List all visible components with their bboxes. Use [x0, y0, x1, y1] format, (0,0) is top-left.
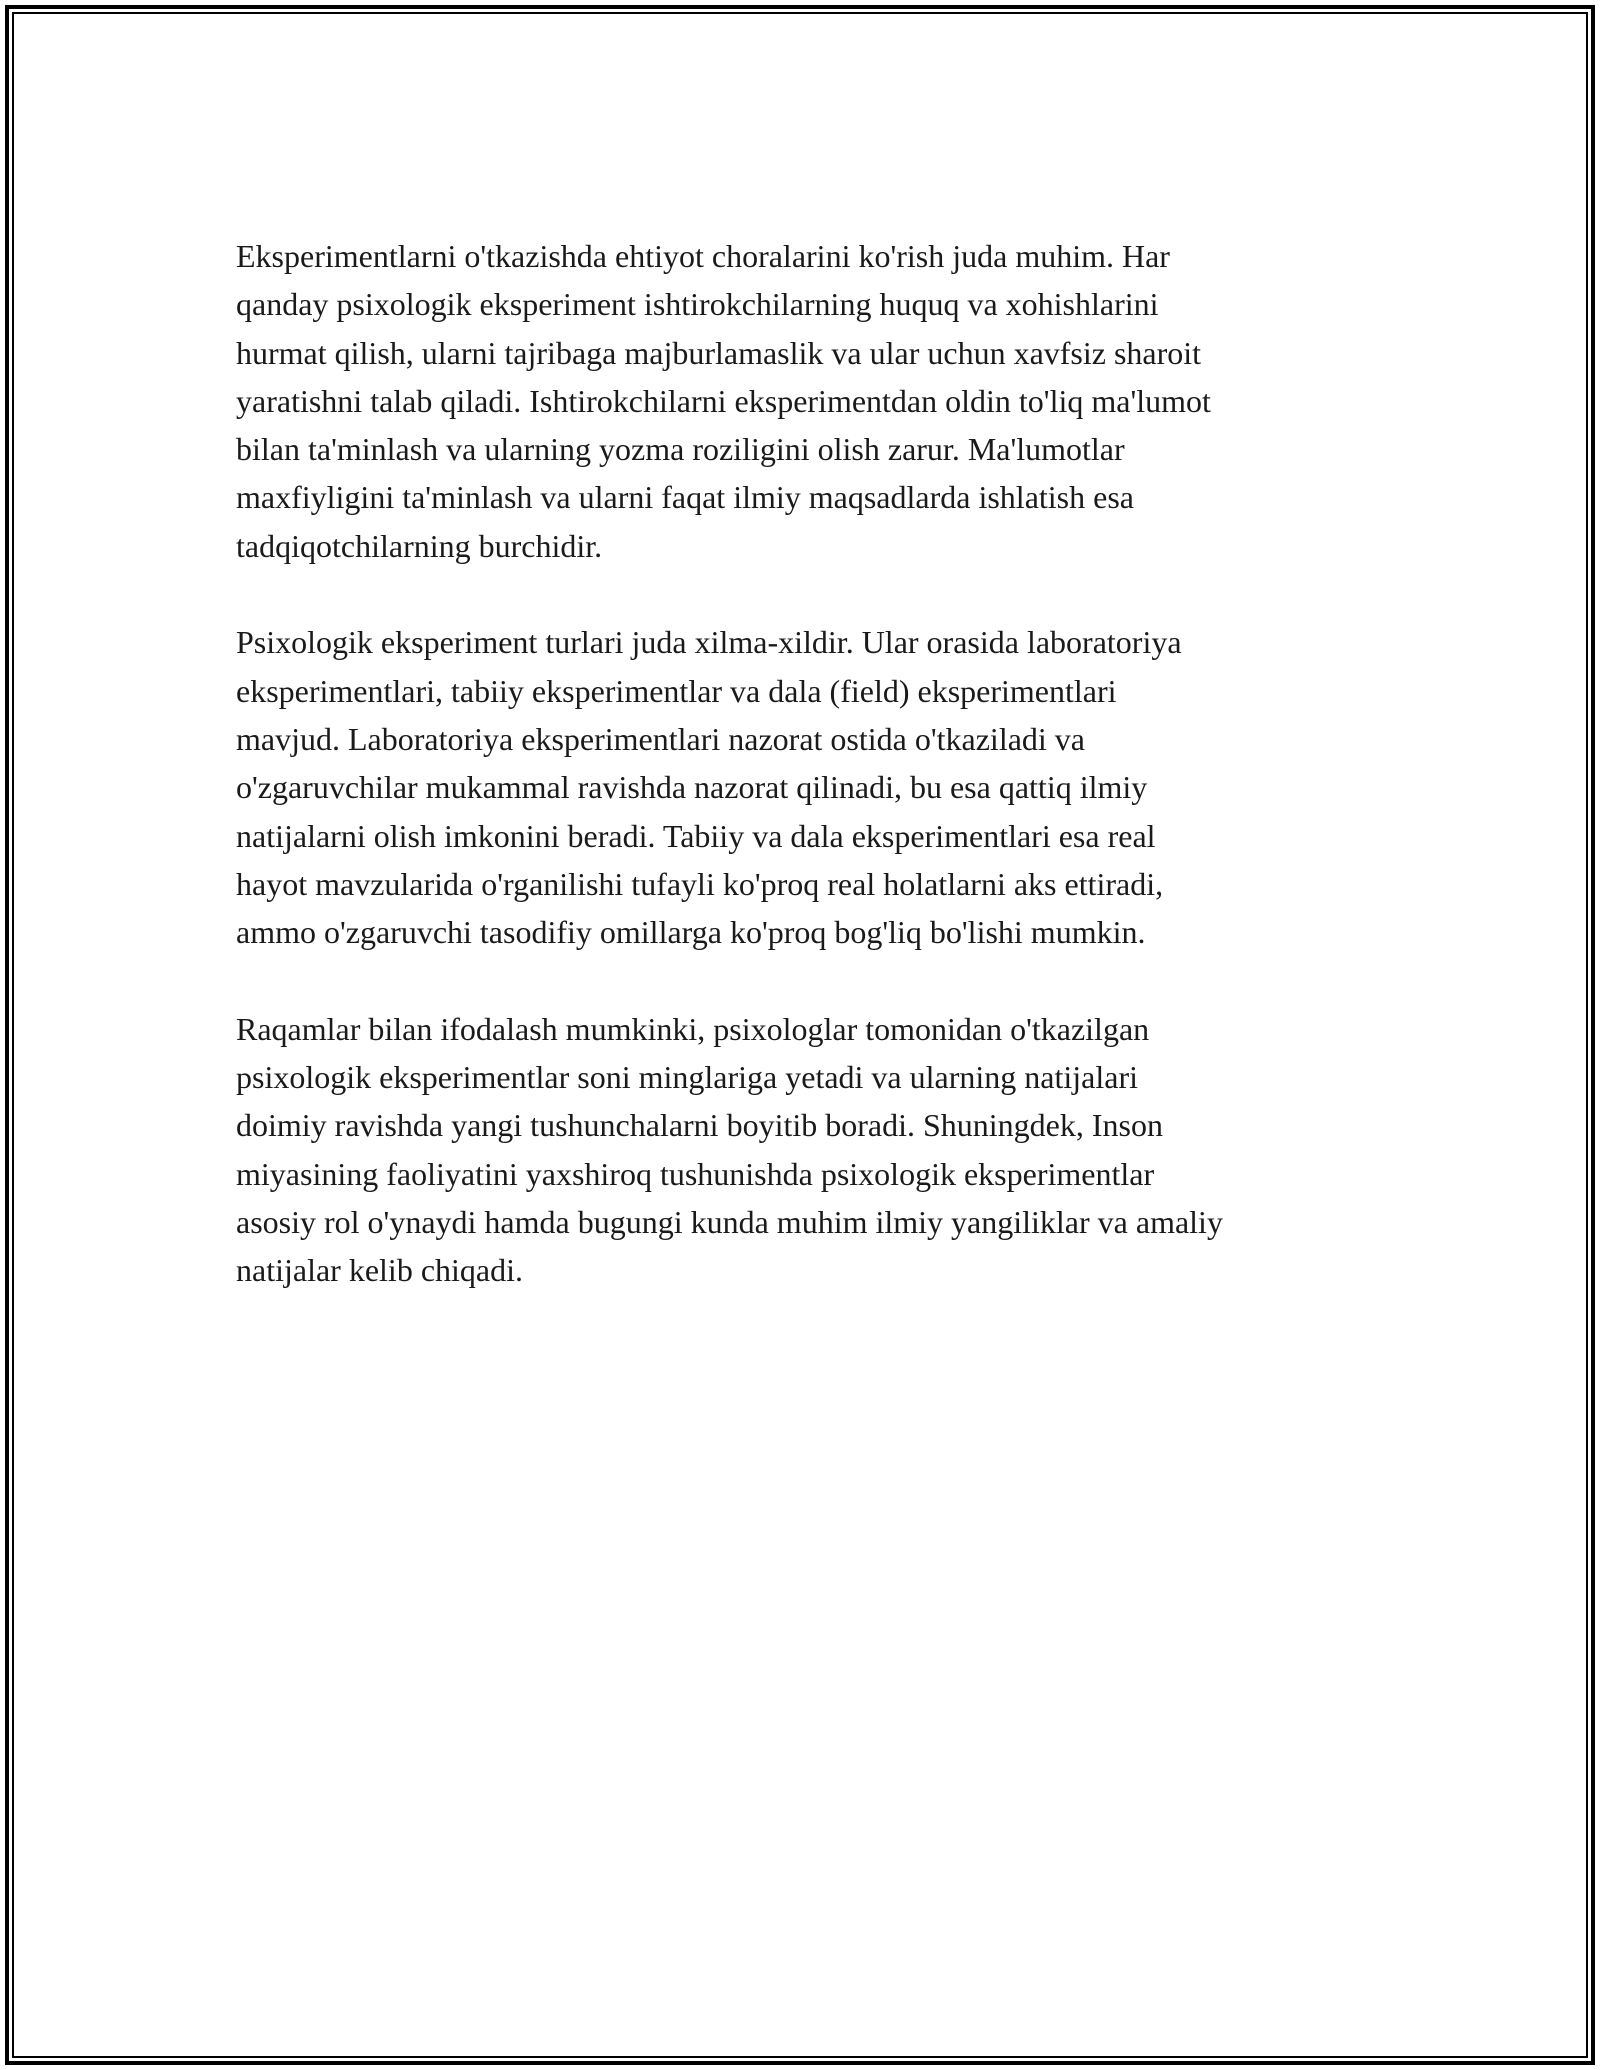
document-body — [236, 232, 1376, 1343]
paragraph-numbers: Raqamlar bilan ifodalash mumkinki, psixologlar tomonidan o'tkazilgan psixologik eksperimentlar soni minglariga yetadi va ularning natijalari doimiy ravishda yangi tushunchalarni boyitib boradi. Shuningdek, Inson miyasining faoliyatini yaxshiroq tushunishda psixologik eksperimentlar asosiy rol o'ynaydi hamda bugungi kunda muhim ilmiy yangiliklar va amaliy natijalar kelib chiqadi. — [236, 1010, 1223, 1289]
paragraph-precautions: Eksperimentlarni o'tkazishda ehtiyot choralarini ko'rish juda muhim. Har qanday psixologik eksperiment ishtirokchilarning huquq va xohishlarini hurmat qilish, ularni tajribaga majburlamaslik va ular uchun xavfsiz sharoit yaratishni talab qiladi. Ishtirokchilarni eksperimentdan oldin to'liq ma'lumot bilan ta'minlash va ularning yozma roziligini olish zarur. Ma'lumotlar maxfiyligini ta'minlash va ularni faqat ilmiy maqsadlarda ishlatish esa tadqiqotchilarning burchidir. — [236, 238, 1211, 564]
paragraph-experiment-types: Psixologik eksperiment turlari juda xilma-xildir. Ular orasida laboratoriya eksperimentlari, tabiiy eksperimentlar va dala (field) eksperimentlari mavjud. Laboratoriya eksperimentlari nazorat ostida o'tkaziladi va o'zgaruvchilar mukammal ravishda nazorat qilinadi, bu esa qattiq ilmiy natijalarni olish imkonini beradi. Tabiiy va dala eksperimentlari esa real hayot mavzularida o'rganilishi tufayli ko'proq real holatlarni aks ettiradi, ammo o'zgaruvchi tasodifiy omillarga ko'proq bog'liq bo'lishi mumkin. — [236, 624, 1182, 951]
